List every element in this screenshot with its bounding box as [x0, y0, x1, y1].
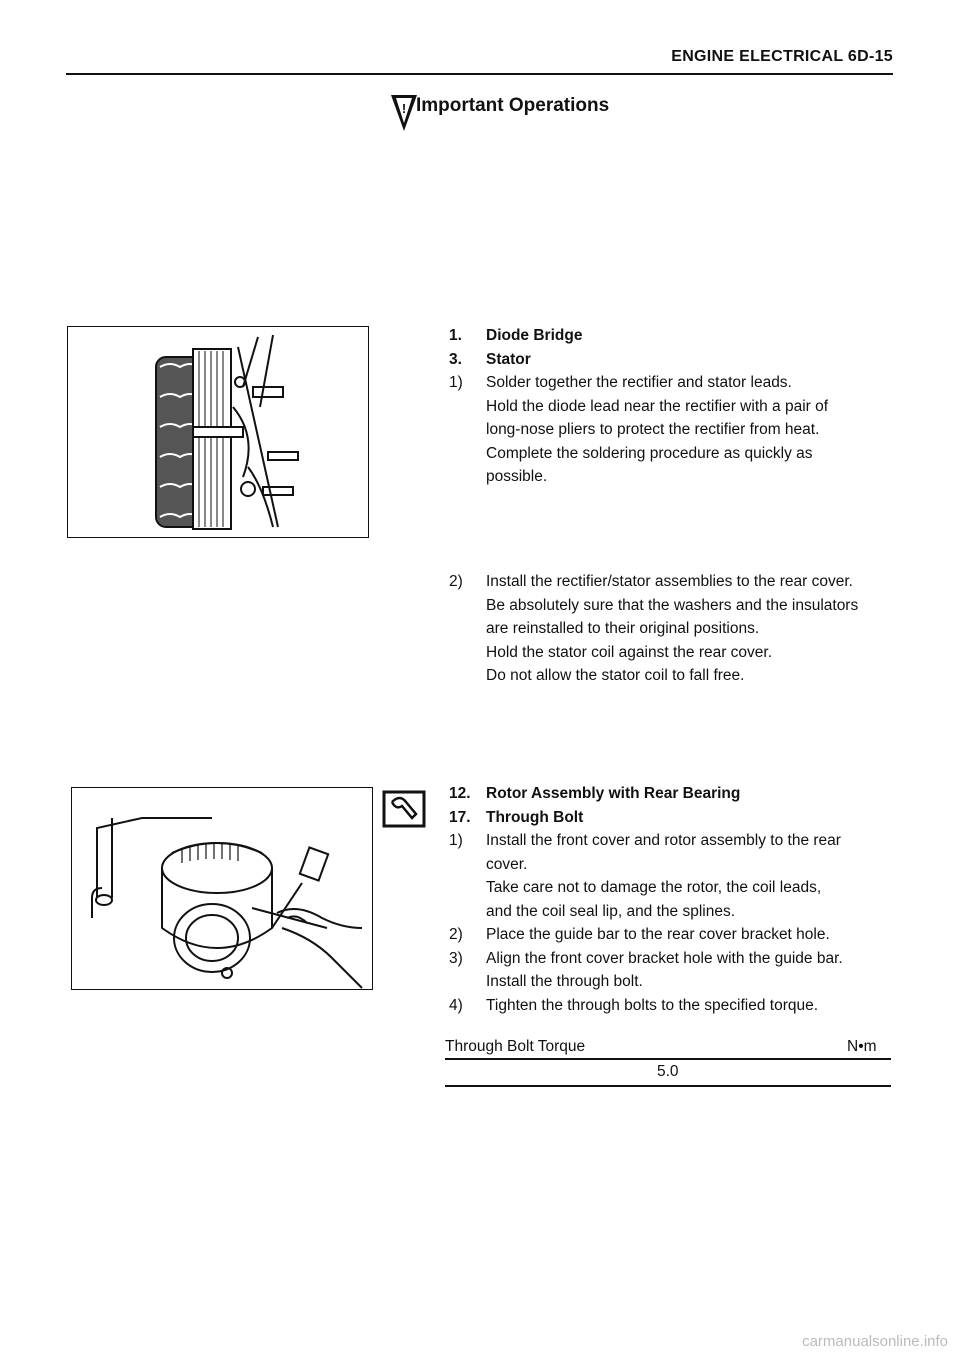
procedure-block-install-assemblies	[449, 570, 889, 688]
svg-text:!: !	[401, 101, 407, 116]
page-header-title: ENGINE ELECTRICAL 6D-15	[671, 48, 893, 65]
alternator-figure	[71, 787, 373, 990]
step-continuation: cover.	[486, 855, 528, 873]
procedure-step: 2) Place the guide bar to the rear cover bracket hole.	[449, 926, 830, 943]
step-note: Be absolutely sure that the washers and the insulators	[486, 596, 859, 614]
stator-rectifier-illustration	[68, 327, 368, 537]
procedure-step: 1) Install the front cover and rotor assembly to the rear	[449, 832, 841, 849]
special-tool-icon	[382, 790, 426, 833]
procedure-step: 2) Install the rectifier/stator assemblies to the rear cover.	[449, 573, 853, 590]
step-note: Complete the soldering procedure as quickly as	[486, 444, 813, 462]
header-rule	[66, 73, 893, 75]
step-note: Install the through bolt.	[486, 973, 643, 990]
torque-unit: N•m	[847, 1038, 877, 1055]
step-note: Hold the stator coil against the rear cover.	[486, 643, 773, 661]
stator-rectifier-figure	[67, 326, 369, 538]
list-item: 17. Through Bolt	[449, 808, 584, 826]
warning-triangle-icon	[390, 93, 418, 138]
step-note: long-nose pliers to protect the rectifier from heat.	[486, 421, 820, 438]
torque-value: 5.0	[657, 1063, 679, 1080]
procedure-step: 3) Align the front cover bracket hole with the guide bar.	[449, 949, 843, 967]
list-item: 3. Stator	[449, 350, 531, 368]
section-title: Important Operations	[416, 95, 610, 116]
step-note: Do not allow the stator coil to fall free.	[486, 667, 745, 684]
list-item: 1. Diode Bridge	[449, 327, 583, 344]
step-note: Hold the diode lead near the rectifier with a pair of	[486, 397, 829, 415]
step-note: and the coil seal lip, and the splines.	[486, 902, 736, 920]
procedure-block-rotor-assembly	[449, 782, 889, 1017]
table-rule	[445, 1085, 891, 1087]
procedure-block-diode-stator	[449, 324, 879, 489]
list-item: 12. Rotor Assembly with Rear Bearing	[449, 785, 741, 802]
alternator-guide-bar-illustration	[72, 788, 372, 989]
procedure-step: 1) Solder together the rectifier and stator leads.	[449, 374, 792, 391]
procedure-step: 4) Tighten the through bolts to the specified torque.	[449, 996, 819, 1014]
step-note: are reinstalled to their original positions.	[486, 620, 760, 637]
watermark-text: carmanualsonline.info	[802, 1333, 948, 1350]
step-note: Take care not to damage the rotor, the coil leads,	[486, 879, 822, 896]
table-rule	[445, 1058, 891, 1060]
torque-label: Through Bolt Torque	[445, 1038, 586, 1055]
step-note: possible.	[486, 468, 548, 485]
